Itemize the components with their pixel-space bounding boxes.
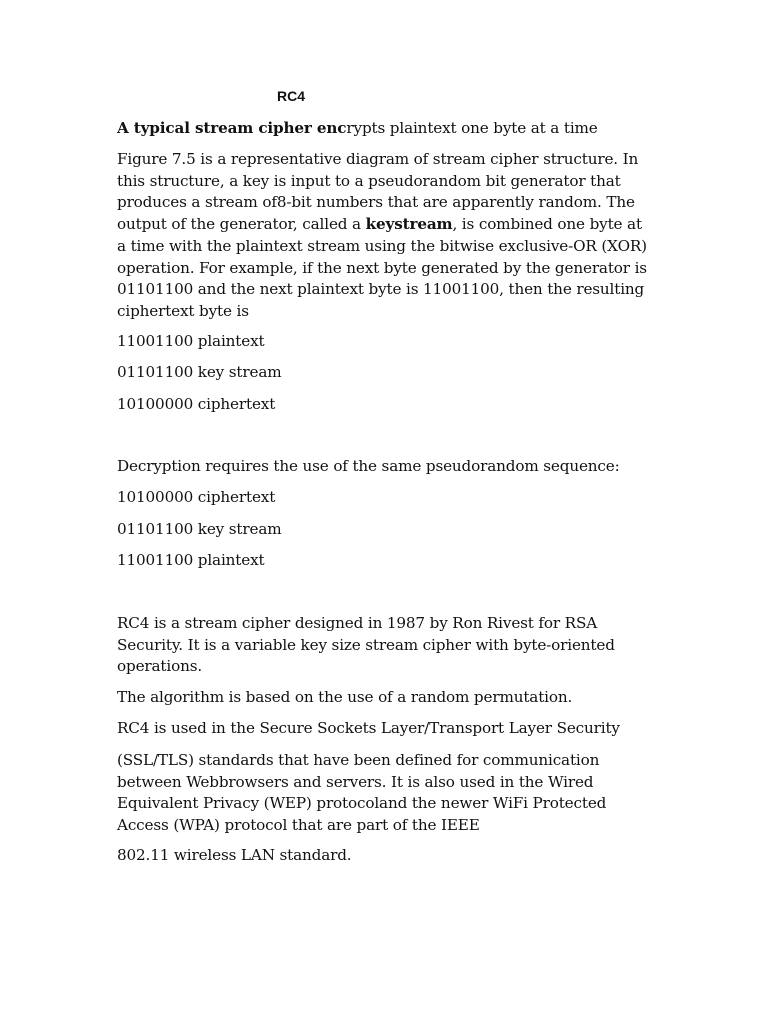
page-title: RC4 bbox=[277, 88, 306, 104]
paragraph-line: this structure, a key is input to a pseudorandom bit generator that bbox=[117, 171, 621, 190]
text: output of the generator, called a bbox=[117, 215, 366, 234]
intro-bold-text: A typical stream cipher enc bbox=[117, 119, 347, 137]
keystream-term: keystream bbox=[365, 215, 453, 234]
paragraph-algorithm: The algorithm is based on the use of a random permutation. bbox=[117, 688, 573, 706]
paragraph-line: (SSL/TLS) standards that have been defined for communication bbox=[117, 751, 600, 769]
paragraph-line: operation. For example, if the next byte generated by the generator is bbox=[117, 258, 647, 277]
encryption-ciphertext-line: 10100000 ciphertext bbox=[117, 395, 276, 413]
paragraph-line: ciphertext byte is bbox=[117, 301, 249, 320]
paragraph-line: a time with the plaintext stream using the bitwise exclusive-OR (XOR) bbox=[117, 236, 647, 255]
paragraph-line bbox=[117, 214, 662, 236]
paragraph-line: Access (WPA) protocol that are part of the IEEE bbox=[117, 816, 480, 835]
decryption-ciphertext-line: 10100000 ciphertext bbox=[117, 488, 276, 506]
paragraph-rc4-history bbox=[117, 613, 662, 678]
paragraph-line: Figure 7.5 is a representative diagram of stream cipher structure. In bbox=[117, 150, 639, 168]
paragraph-ieee-standard: 802.11 wireless LAN standard. bbox=[117, 846, 352, 864]
paragraph-line: produces a stream of8-bit numbers that are apparently random. The bbox=[117, 193, 635, 212]
text: , is combined one byte at bbox=[452, 215, 642, 234]
intro-line bbox=[117, 119, 662, 137]
paragraph-rc4-usage: RC4 is used in the Secure Sockets Layer/Transport Layer Security bbox=[117, 719, 620, 737]
paragraph-line: 01101100 and the next plaintext byte is 11001100, then the resulting bbox=[117, 280, 645, 299]
encryption-plaintext-line: 11001100 plaintext bbox=[117, 332, 265, 350]
paragraph-ssl-wep bbox=[117, 750, 662, 837]
paragraph-line: RC4 is a stream cipher designed in 1987 by Ron Rivest for RSA bbox=[117, 614, 598, 632]
paragraph-stream-cipher-structure bbox=[117, 149, 662, 323]
decryption-plaintext-line: 11001100 plaintext bbox=[117, 551, 265, 569]
paragraph-line: operations. bbox=[117, 657, 203, 676]
paragraph-line: Equivalent Privacy (WEP) protocoland the newer WiFi Protected bbox=[117, 794, 607, 813]
paragraph-line: Security. It is a variable key size stream cipher with byte-oriented bbox=[117, 635, 615, 654]
encryption-keystream-line: 01101100 key stream bbox=[117, 363, 282, 381]
decryption-keystream-line: 01101100 key stream bbox=[117, 520, 282, 538]
intro-regular-text: rypts plaintext one byte at a time bbox=[346, 119, 598, 137]
decryption-intro: Decryption requires the use of the same pseudorandom sequence: bbox=[117, 457, 620, 475]
paragraph-line: between Webbrowsers and servers. It is also used in the Wired bbox=[117, 772, 594, 791]
